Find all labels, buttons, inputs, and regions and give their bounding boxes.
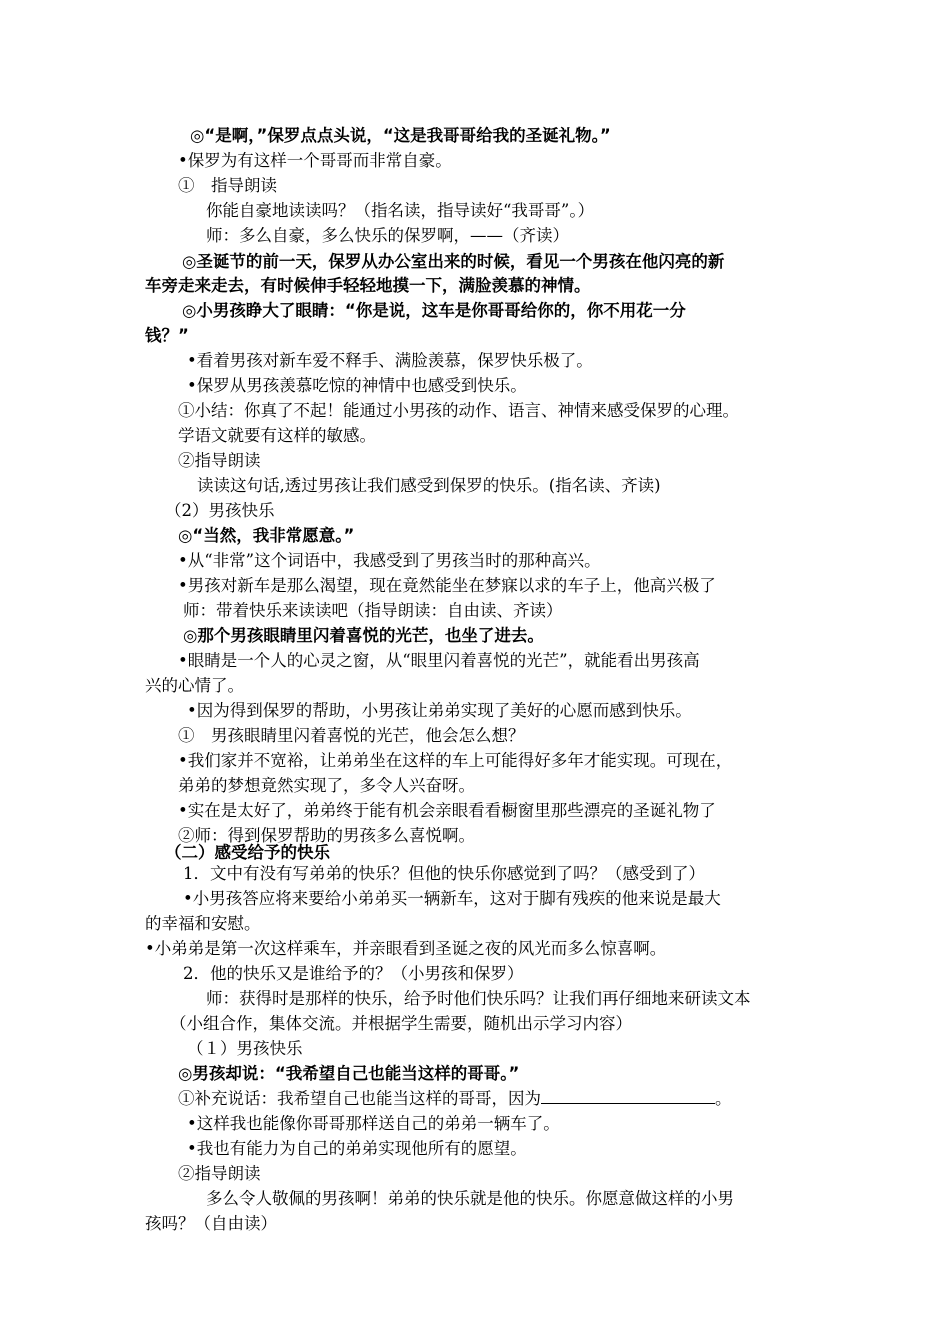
text-line: 2．他的快乐又是谁给予的？（小男孩和保罗） [183,964,524,983]
fill-in-blank [541,1087,715,1104]
text-line: ②指导朗读 [178,1164,261,1183]
text-line: •小男孩答应将来要给小弟弟买一辆新车，这对于脚有残疾的他来说是最大 [183,889,721,908]
text-line: •这样我也能像你哥哥那样送自己的弟弟一辆车了。 [187,1114,560,1133]
text-line: 1．文中有没有写弟弟的快乐？但他的快乐你感觉到了吗？（感受到了） [183,864,705,883]
text-line: （１）男孩快乐 [187,1039,303,1058]
text-line: •因为得到保罗的帮助，小男孩让弟弟实现了美好的心愿而感到快乐。 [187,701,692,720]
text-line: 多么令人敬佩的男孩啊！弟弟的快乐就是他的快乐。你愿意做这样的小男 [206,1189,734,1208]
text-line: •眼睛是一个人的心灵之窗，从“眼里闪着喜悦的光芒”，就能看出男孩高 [178,651,700,670]
text-line: ① 男孩眼睛里闪着喜悦的光芒，他会怎么想？ [178,726,525,745]
text-line: ②师：得到保罗帮助的男孩多么喜悦啊。 [178,826,475,845]
text-line: ◎圣诞节的前一天，保罗从办公室出来的时候，看见一个男孩在他闪亮的新 [182,252,725,271]
text-line: 车旁走来走去，有时候伸手轻轻地摸一下，满脸羡慕的神情。 [145,276,591,295]
text-line: 学语文就要有这样的敏感。 [178,426,376,445]
text-line: 兴的心情了。 [145,676,244,695]
fill-in-suffix: 。 [715,1089,732,1108]
text-line: •男孩对新车是那么渴望，现在竟然能坐在梦寐以求的车子上，他高兴极了 [178,576,716,595]
text-line: ◎“当然，我非常愿意。” [178,526,355,545]
text-line: •保罗为有这样一个哥哥而非常自豪。 [178,151,452,170]
text-line: •看着男孩对新车爱不释手、满脸羡慕，保罗快乐极了。 [187,351,593,370]
text-line: 钱？” [145,326,189,345]
fill-in-prompt: ①补充说话：我希望自己也能当这样的哥哥，因为 [178,1089,541,1108]
text-line: •我也有能力为自己的弟弟实现他所有的愿望。 [187,1139,527,1158]
text-line: ◎小男孩睁大了眼睛：“你是说，这车是你哥哥给你的，你不用花一分 [182,301,686,320]
text-line: ◎那个男孩眼睛里闪着喜悦的光芒，也坐了进去。 [183,626,544,645]
text-line [178,1087,732,1111]
text-line: （小组合作，集体交流。并根据学生需要，随机出示学习内容） [170,1014,632,1033]
text-line: 的幸福和安慰。 [145,914,261,933]
section-heading: （二）感受给予的快乐 [165,843,330,862]
text-line: 读读这句话,透过男孩让我们感受到保罗的快乐。(指名读、齐读) [197,476,661,495]
text-line: 师：带着快乐来读读吧（指导朗读：自由读、齐读） [183,601,563,620]
text-line: 弟弟的梦想竟然实现了，多令人兴奋呀。 [178,776,475,795]
text-line: （2）男孩快乐 [165,501,275,520]
text-line: •我们家并不宽裕，让弟弟坐在这样的车上可能得好多年才能实现。可现在， [178,751,733,770]
text-line: •从“非常”这个词语中，我感受到了男孩当时的那种高兴。 [178,551,601,570]
text-line: 你能自豪地读读吗？（指名读，指导读好“我哥哥”。） [206,201,595,220]
text-line: ◎“是啊，”保罗点点头说，“这是我哥哥给我的圣诞礼物。” [190,126,611,145]
text-line: ①小结：你真了不起！能通过小男孩的动作、语言、神情来感受保罗的心理。 [178,401,739,420]
text-line: ②指导朗读 [178,451,261,470]
text-line: 师：多么自豪，多么快乐的保罗啊，——（齐读） [206,226,569,245]
text-line: •保罗从男孩羡慕吃惊的神情中也感受到快乐。 [187,376,527,395]
text-line: •小弟弟是第一次这样乘车，并亲眼看到圣诞之夜的风光而多么惊喜啊。 [145,939,667,958]
text-line: 师：获得时是那样的快乐，给予时他们快乐吗？让我们再仔细地来研读文本 [206,989,751,1008]
text-line: •实在是太好了，弟弟终于能有机会亲眼看看橱窗里那些漂亮的圣诞礼物了 [178,801,716,820]
text-line: ① 指导朗读 [178,176,277,195]
text-line: ◎男孩却说：“我希望自己也能当这样的哥哥。” [178,1064,520,1083]
text-line: 孩吗？（自由读） [145,1214,277,1233]
